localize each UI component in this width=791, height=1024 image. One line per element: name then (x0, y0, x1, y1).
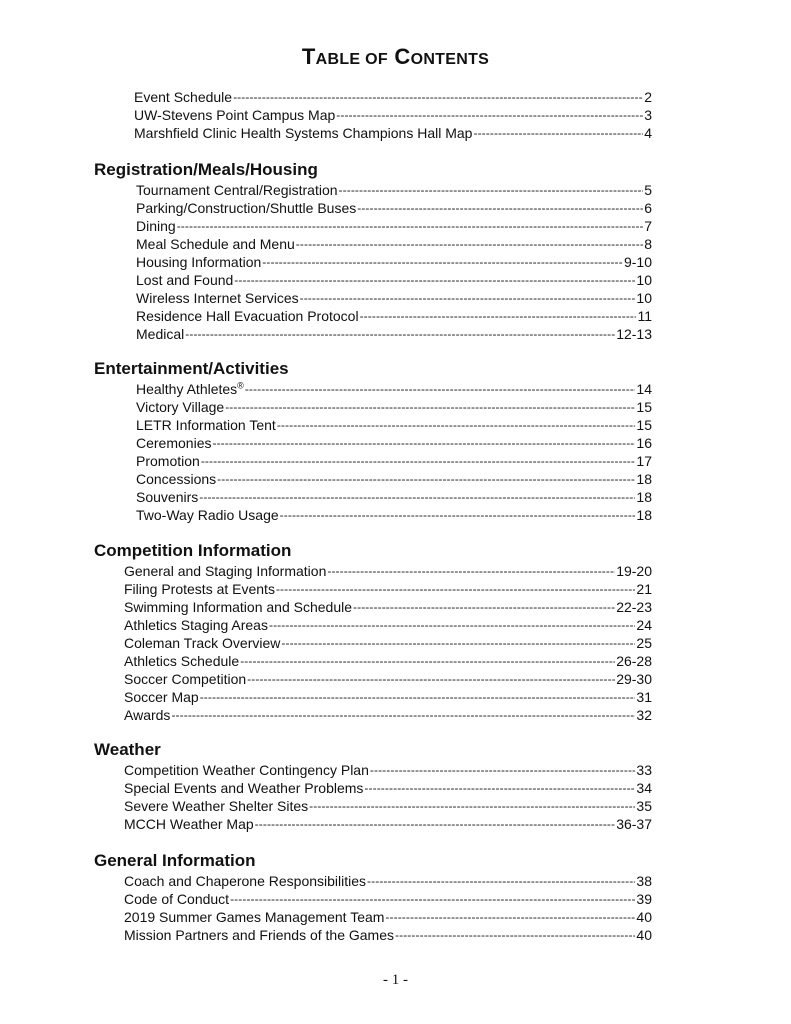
toc-entry (124, 779, 652, 797)
toc-entry-page: 32 (636, 707, 652, 723)
toc-entry-page: 6 (644, 200, 652, 216)
toc-entry-title: MCCH Weather Map (124, 816, 254, 832)
toc-entry-title: Parking/Construction/Shuttle Buses (136, 200, 357, 216)
section-heading: Competition Information (94, 541, 292, 560)
toc-entry-title: Soccer Map (124, 689, 199, 705)
toc-entry-title: Awards (124, 707, 171, 723)
toc-entry-page: 18 (636, 507, 652, 523)
dot-leader (185, 325, 615, 343)
toc-entry (124, 562, 652, 580)
toc-entry-page: 3 (644, 107, 652, 123)
toc-entry (136, 488, 652, 506)
toc-entry-page: 34 (636, 780, 652, 796)
toc-entry-page: 17 (636, 453, 652, 469)
toc-entry (124, 890, 652, 908)
toc-entry (124, 926, 652, 944)
toc-entry-page: 18 (636, 471, 652, 487)
dot-leader (269, 616, 635, 634)
toc-entry (136, 506, 652, 524)
toc-entry (134, 88, 652, 106)
dot-leader (255, 815, 616, 833)
toc-entry (136, 452, 652, 470)
toc-entry-title: Meal Schedule and Menu (136, 236, 295, 252)
toc-entry (136, 253, 652, 271)
toc-entry-page: 22-23 (616, 599, 652, 615)
page-title: TABLE OF CONTENTS (301, 44, 490, 69)
toc-entry-page: 26-28 (616, 653, 652, 669)
dot-leader (276, 580, 635, 598)
dot-leader (212, 434, 635, 452)
toc-entry (136, 181, 652, 199)
toc-entry-title: Code of Conduct (124, 891, 230, 907)
toc-entry (124, 706, 652, 724)
dot-leader (339, 181, 644, 199)
dot-leader (280, 506, 636, 524)
toc-entry (136, 199, 652, 217)
dot-leader (357, 199, 643, 217)
toc-entry-page: 29-30 (616, 671, 652, 687)
dot-leader (277, 416, 636, 434)
toc-entry-title: 2019 Summer Games Management Team (124, 909, 385, 925)
toc-entry-page: 38 (636, 873, 652, 889)
toc-entry-title: Ceremonies (136, 435, 212, 451)
dot-leader (327, 562, 615, 580)
toc-entry-page: 15 (636, 399, 652, 415)
toc-entry (134, 124, 652, 142)
toc-entry-page: 5 (644, 182, 652, 198)
toc-entry (136, 307, 652, 325)
toc-entry-title: Dining (136, 218, 176, 234)
toc-entry (124, 908, 652, 926)
toc-entry-page: 11 (637, 308, 652, 324)
toc-entry (124, 815, 652, 833)
toc-entry-title: Soccer Competition (124, 671, 247, 687)
dot-leader (473, 124, 643, 142)
registered-mark: ® (237, 380, 244, 391)
section-heading: General Information (94, 851, 256, 870)
dot-leader (245, 380, 636, 398)
toc-entry-page: 40 (636, 927, 652, 943)
dot-leader (395, 926, 635, 944)
toc-entry-title: Concessions (136, 471, 217, 487)
toc-entry-page: 14 (636, 381, 652, 397)
toc-entry-title: Wireless Internet Services (136, 290, 299, 306)
toc-entry-title: LETR Information Tent (136, 417, 276, 433)
toc-entry-title: Athletics Staging Areas (124, 617, 268, 633)
toc-entry-title: Souvenirs (136, 489, 199, 505)
toc-entry-title: Filing Protests at Events (124, 581, 275, 597)
dot-leader (230, 890, 635, 908)
toc-entry-title: Tournament Central/Registration (136, 182, 338, 198)
toc-entry-title: Two-Way Radio Usage (136, 507, 279, 523)
dot-leader (217, 470, 635, 488)
toc-entry (136, 470, 652, 488)
toc-entry (124, 688, 652, 706)
toc-entry (136, 289, 652, 307)
toc-entry-page: 39 (636, 891, 652, 907)
section-heading: Entertainment/Activities (94, 359, 289, 378)
dot-leader (296, 235, 643, 253)
toc-entry (124, 580, 652, 598)
toc-entry-title: Special Events and Weather Problems (124, 780, 364, 796)
dot-leader (234, 271, 635, 289)
toc-entry-page: 2 (644, 89, 652, 105)
toc-entry-title: Swimming Information and Schedule (124, 599, 353, 615)
dot-leader (199, 488, 635, 506)
toc-entry-title: Victory Village (136, 399, 225, 415)
toc-entry (124, 761, 652, 779)
toc-entry-title: Athletics Schedule (124, 653, 240, 669)
toc-entry-title: Residence Hall Evacuation Protocol (136, 308, 359, 324)
toc-entry-title: Housing Information (136, 254, 262, 270)
toc-entry (124, 616, 652, 634)
toc-entry (136, 325, 652, 343)
toc-entry-page: 9-10 (623, 254, 652, 270)
toc-entry-title: Severe Weather Shelter Sites (124, 798, 309, 814)
toc-entry-page: 10 (636, 290, 652, 306)
section-heading: Registration/Meals/Housing (94, 160, 318, 179)
toc-entry-page: 7 (644, 218, 652, 234)
toc-entry-title: Competition Weather Contingency Plan (124, 762, 369, 778)
dot-leader (309, 797, 635, 815)
dot-leader (171, 706, 635, 724)
toc-entry-page: 35 (636, 798, 652, 814)
toc-entry-page: 33 (636, 762, 652, 778)
toc-entry (124, 652, 652, 670)
toc-entry-page: 21 (636, 581, 652, 597)
dot-leader (367, 872, 635, 890)
dot-leader (353, 598, 615, 616)
toc-entry (136, 271, 652, 289)
toc-entry-page: 4 (644, 125, 652, 141)
toc-entry-page: 12-13 (616, 326, 652, 342)
toc-entry-title: General and Staging Information (124, 563, 327, 579)
toc-entry-page: 15 (636, 417, 652, 433)
toc-entry (124, 797, 652, 815)
toc-entry-page: 10 (636, 272, 652, 288)
toc-entry (124, 670, 652, 688)
dot-leader (177, 217, 644, 235)
toc-entry-page: 40 (636, 909, 652, 925)
dot-leader (233, 88, 643, 106)
toc-entry-page: 25 (636, 635, 652, 651)
toc-entry (124, 634, 652, 652)
page-number: - 1 - (383, 972, 408, 988)
toc-entry-title: Coach and Chaperone Responsibilities (124, 873, 367, 889)
dot-leader (225, 398, 635, 416)
toc-entry (136, 434, 652, 452)
toc-entry (134, 106, 652, 124)
toc-entry-title: Event Schedule (134, 89, 233, 105)
toc-entry (124, 872, 652, 890)
dot-leader (262, 253, 623, 271)
toc-entry-page: 18 (636, 489, 652, 505)
toc-entry-title: Promotion (136, 453, 200, 469)
toc-entry (124, 598, 652, 616)
dot-leader (240, 652, 615, 670)
dot-leader (364, 779, 635, 797)
toc-entry-page: 36-37 (616, 816, 652, 832)
toc-entry (136, 398, 652, 416)
dot-leader (300, 289, 636, 307)
toc-entry-page: 16 (636, 435, 652, 451)
toc-entry-title: UW-Stevens Point Campus Map (134, 107, 336, 123)
toc-entry-title: Marshfield Clinic Health Systems Champions Hall Map (134, 125, 473, 141)
toc-entry (136, 217, 652, 235)
dot-leader (360, 307, 637, 325)
toc-entry-page: 31 (636, 689, 652, 705)
dot-leader (336, 106, 643, 124)
toc-entry-page: 24 (636, 617, 652, 633)
dot-leader (370, 761, 636, 779)
dot-leader (200, 688, 636, 706)
toc-entry-title: Coleman Track Overview (124, 635, 281, 651)
toc-entry (136, 235, 652, 253)
toc-entry-title: Medical (136, 326, 185, 342)
toc-entry (136, 416, 652, 434)
dot-leader (385, 908, 635, 926)
toc-entry-page: 8 (644, 236, 652, 252)
dot-leader (201, 452, 636, 470)
toc-entry-title: Healthy Athletes® (136, 380, 244, 397)
toc-entry-page: 19-20 (616, 563, 652, 579)
toc-entry-title: Mission Partners and Friends of the Games (124, 927, 395, 943)
section-heading: Weather (94, 740, 161, 759)
toc-entry (136, 380, 652, 398)
dot-leader (247, 670, 615, 688)
toc-entry-title: Lost and Found (136, 272, 234, 288)
dot-leader (281, 634, 635, 652)
